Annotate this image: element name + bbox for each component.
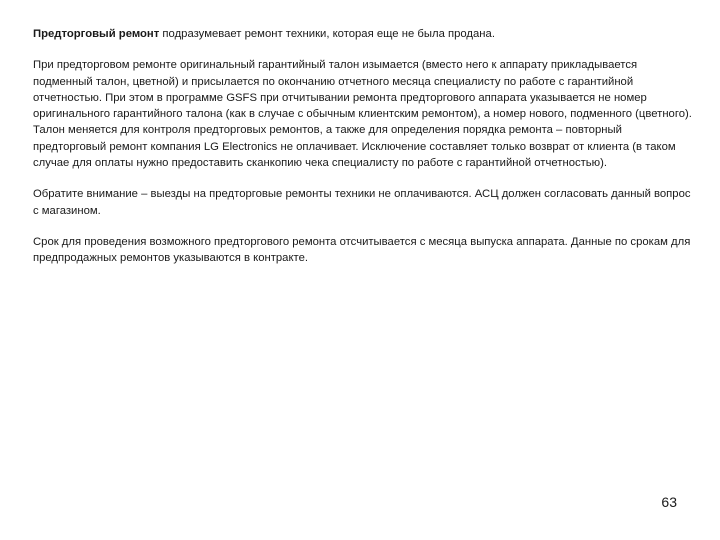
slide-body — [33, 26, 693, 282]
paragraph-warranty-coupon: При предторговом ремонте оригинальный гарантийный талон изымается (вместо него к аппарату прикладывается подменный талон, цветной) и присылается по окончанию отчетного месяца специалисту по работе с гарантийной отчетностью. При этом в программе GSFS при отчитывании ремонта предторгового аппарата указывается не номер оригинального гарантийного талона (как в случае с обычным клиентским ремонтом), а номер нового, подменного (цветного). — [33, 59, 692, 121]
paragraph-coupon-control: Талон меняется для контроля предторговых ремонтов, а также для определения порядка ремонта – повторный предторговый ремонт компания LG Electronics не оплачивает. Исключение составляет только возврат от клиента (в таком случае для оплаты нужно предоставить сканкопию чека специалисту по работе с гарантийной отчетностью). — [33, 124, 676, 170]
term-heading: Предторговый ремонт — [33, 28, 160, 40]
term-definition: подразумевает ремонт техники, которая еще не была продана. — [159, 28, 495, 40]
paragraph-deadline: Срок для проведения возможного предторгового ремонта отсчитывается с месяца выпуска аппарата. Данные по срокам для предпродажных ремонтов указываются в контракте. — [33, 235, 691, 265]
paragraph-notice: Обратите внимание – выезды на предторговые ремонты техники не оплачиваются. АСЦ должен согласовать данный вопрос с магазином. — [33, 188, 691, 217]
paragraph-definition — [33, 26, 693, 42]
page-number: 63 — [661, 494, 677, 510]
